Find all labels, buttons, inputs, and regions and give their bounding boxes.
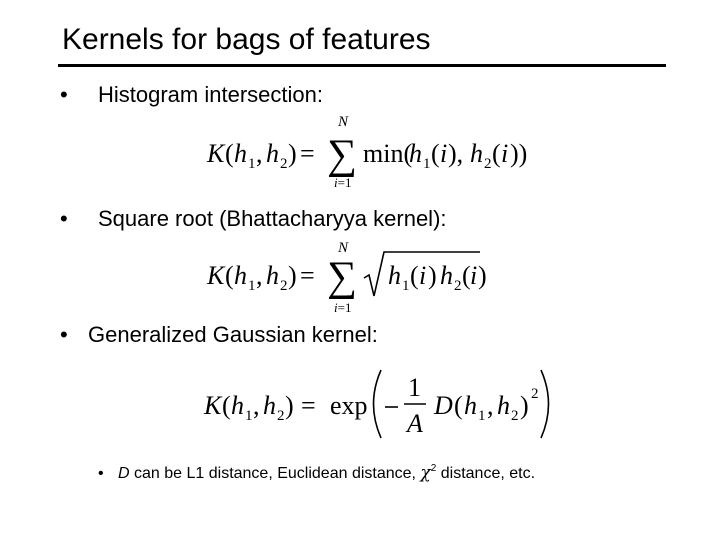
svg-text:(: ( [462,261,471,290]
svg-text:2: 2 [454,278,462,294]
sub-bullet-text-after: distance, etc. [436,465,536,482]
formula-lhs-k: K [207,139,225,168]
svg-text:,: , [253,391,260,420]
svg-text:h: h [497,391,510,420]
svg-text:): ) [288,139,297,168]
sum-lower-limit: i=1 [334,175,352,190]
bullet-generalized-gaussian [60,322,378,348]
svg-text:h: h [234,139,247,168]
svg-text:),: ), [448,139,464,168]
formula-lhs-k: K [207,261,225,290]
svg-text:i: i [470,261,478,290]
right-paren [541,370,549,438]
svg-text:)): )) [510,139,528,168]
svg-text:1: 1 [248,278,256,294]
svg-text:): ) [285,391,294,420]
sub-bullet-marker: • [98,465,104,482]
bullet-text: Histogram intersection: [98,82,323,107]
svg-text:1: 1 [423,156,431,172]
svg-text:2: 2 [280,278,288,294]
bullet-marker: • [60,322,68,347]
svg-text:(: ( [454,391,463,420]
svg-text:i: i [501,139,509,168]
svg-text:2: 2 [280,156,288,172]
sum-lower-limit: i=1 [334,300,352,315]
svg-text:h: h [266,261,279,290]
svg-text:,: , [256,261,263,290]
svg-text:(: ( [492,139,501,168]
formula-generalized-gaussian [200,366,570,446]
svg-text:=: = [300,261,315,290]
svg-text:=: = [301,391,316,420]
svg-text:2: 2 [511,408,519,424]
svg-text:h: h [234,261,247,290]
formula-lhs-k: K [204,391,222,420]
svg-text:(: ( [225,139,234,168]
sum-sign: ∑ [327,132,357,178]
svg-text:i: i [419,261,427,290]
svg-text:2: 2 [277,408,285,424]
fraction-denominator: A [407,409,423,438]
sub-bullet-distance-note [98,458,535,485]
svg-text:(: ( [410,261,419,290]
svg-text:): ) [478,261,487,290]
sub-bullet-lead: D [118,465,130,482]
sub-bullet-text-before: can be L1 distance, Euclidean distance, [129,465,421,482]
svg-text:h: h [231,391,244,420]
exponent: 2 [531,386,539,402]
page-title: Kernels for bags of features [62,23,431,56]
svg-text:): ) [428,261,437,290]
svg-text:min(: min( [363,139,413,168]
title-divider [58,64,666,67]
svg-text:=: = [300,139,315,168]
chi-superscript: 2 [430,463,437,474]
svg-text:h: h [470,139,483,168]
svg-text:1: 1 [248,156,256,172]
bullet-text: Generalized Gaussian kernel: [88,322,378,347]
svg-text:1: 1 [402,278,410,294]
svg-text:h: h [266,139,279,168]
svg-text:h: h [440,261,453,290]
svg-text:,: , [487,391,494,420]
svg-text:,: , [256,139,263,168]
bullet-histogram-intersection [60,82,323,108]
svg-text:h: h [464,391,477,420]
svg-text:1: 1 [478,408,486,424]
bullet-text: Square root (Bhattacharyya kernel): [98,206,447,231]
svg-text:(: ( [431,139,440,168]
formula-histogram-intersection [200,112,540,192]
svg-text:i: i [440,139,448,168]
svg-text:): ) [520,391,529,420]
svg-text:(: ( [222,391,231,420]
sum-upper-limit: N [338,114,349,130]
sum-sign: ∑ [327,254,357,300]
distance-fn: D [434,391,453,420]
exp-function: exp [330,391,368,420]
formula-bhattacharyya [200,238,500,318]
chi-symbol: χ [420,463,431,483]
left-paren [374,370,382,438]
bullet-square-root [60,206,447,232]
svg-text:h: h [409,139,422,168]
bullet-marker: • [60,82,68,107]
svg-text:(: ( [225,261,234,290]
bullet-marker: • [60,206,68,231]
fraction-numerator: 1 [408,373,421,402]
sum-upper-limit: N [338,240,349,256]
svg-text:2: 2 [484,156,492,172]
svg-text:h: h [263,391,276,420]
svg-text:1: 1 [245,408,253,424]
svg-text:h: h [388,261,401,290]
svg-text:): ) [288,261,297,290]
